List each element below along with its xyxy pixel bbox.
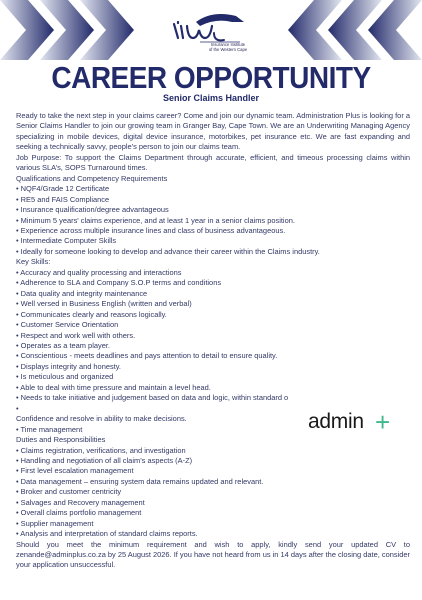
page-subtitle: Senior Claims Handler bbox=[162, 93, 260, 103]
list-item: • bbox=[16, 403, 19, 413]
list-item: • First level escalation management bbox=[16, 466, 134, 476]
list-item: • Insurance qualification/degree advantageous bbox=[16, 205, 169, 215]
right-chevrons bbox=[288, 0, 422, 60]
logo-caption bbox=[198, 42, 258, 52]
list-item: • Ideally for someone looking to develop and advance their career within the Claims industry. bbox=[16, 246, 320, 256]
page-title: CAREER OPPORTUNITY bbox=[51, 61, 371, 95]
plus-icon: + bbox=[375, 407, 391, 437]
list-item: • Needs to take initiative and judgement based on data and logic, within standard o bbox=[16, 393, 289, 403]
logo-line-2: of the Western Cape bbox=[208, 47, 248, 52]
list-item: • Conscientious - meets deadlines and pays attention to detail to ensure quality. bbox=[16, 351, 278, 361]
list-item: Confidence and resolve in ability to make decisions. bbox=[16, 414, 187, 424]
left-chevrons bbox=[0, 0, 134, 60]
list-item: • Respect and work well with others. bbox=[16, 330, 136, 340]
list-item: • Able to deal with time pressure and maintain a level head. bbox=[16, 382, 211, 392]
list-item: • Operates as a team player. bbox=[16, 340, 110, 350]
list-item: • Analysis and interpretation of standard claims reports. bbox=[16, 529, 198, 539]
closing-paragraph: Should you meet the minimum requirement and wish to apply, kindly send your updated CV to zenande@adminplus.co.za by 25 August 2026. If you have not heard from us in 14 days after the closing date, consider your application unsuccessful. bbox=[16, 539, 410, 570]
list-item: • Overall claims portfolio management bbox=[16, 508, 142, 518]
list-item: • Minimum 5 years' claims experience, and at least 1 year in a senior claims position. bbox=[16, 215, 295, 225]
admin-plus-logo bbox=[308, 407, 398, 437]
list-item: • Salvages and Recovery management bbox=[16, 497, 145, 507]
logo-line-1: Insurance Institute bbox=[210, 42, 246, 47]
list-item: • Experience across multiple insurance lines and class of business advantageous. bbox=[16, 225, 286, 235]
list-item: • Intermediate Computer Skills bbox=[16, 236, 117, 246]
list-item: • Broker and customer centricity bbox=[16, 487, 122, 497]
list-item: • Displays integrity and honesty. bbox=[16, 361, 121, 371]
header-banner bbox=[0, 0, 422, 66]
intro-paragraph: Ready to take the next step in your claims career? Come and join our dynamic team. Administration Plus is looking for a Senior Claims Handler to join our growing team in Granger Bay, Cape Town. We are an Underwriting Managing Agency specializing in mobile devices, digital device insurance, motorbikes, pet insurance etc. We are fast expanding and seeking a technically savvy, people’s person to join our claims team. bbox=[16, 111, 410, 152]
list-item: • Time management bbox=[16, 424, 83, 434]
list-item: • Supplier management bbox=[16, 518, 94, 528]
list-item: • Well versed in Business English (written and verbal) bbox=[16, 299, 192, 309]
list-item: • Is meticulous and organized bbox=[16, 372, 114, 382]
list-item: • Adherence to SLA and Company S.O.P terms and conditions bbox=[16, 278, 222, 288]
list-item: • Claims registration, verifications, and investigation bbox=[16, 445, 186, 455]
list-item: • Communicates clearly and reasons logically. bbox=[16, 309, 167, 319]
list-item: • Data quality and integrity maintenance bbox=[16, 288, 148, 298]
chevron-decoration bbox=[0, 0, 422, 66]
iiwc-logo-icon bbox=[174, 14, 244, 42]
list-item: • RE5 and FAIS Compliance bbox=[16, 194, 110, 204]
skills-heading: Key Skills: bbox=[16, 257, 51, 267]
list-item: • NQF4/Grade 12 Certificate bbox=[16, 184, 110, 194]
job-purpose: Job Purpose: To support the Claims Department through accurate, efficient, and timeous processing claims within various SLA’s, SOPS Turnaround times. bbox=[16, 152, 410, 173]
qualifications-heading: Qualifications and Competency Requirements bbox=[16, 173, 168, 183]
list-item: • Data management – ensuring system data remains updated and relevant. bbox=[16, 476, 264, 486]
list-item: • Handling and negotiation of all claim’s aspects (A-Z) bbox=[16, 455, 193, 465]
job-description bbox=[16, 111, 410, 571]
admin-logo-word: admin bbox=[308, 410, 364, 433]
list-item: • Customer Service Orientation bbox=[16, 320, 119, 330]
list-item: • Accuracy and quality processing and interactions bbox=[16, 267, 182, 277]
duties-heading: Duties and Responsibilities bbox=[16, 435, 106, 445]
